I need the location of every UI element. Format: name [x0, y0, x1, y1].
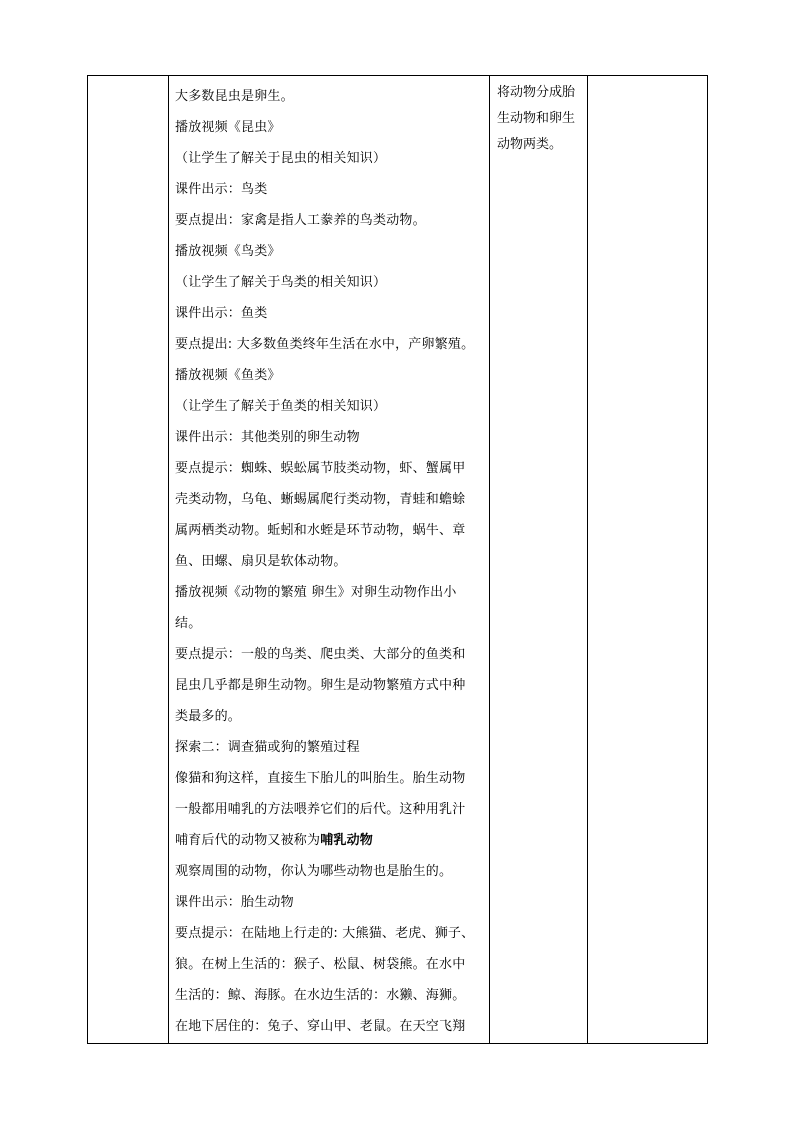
content-line: 狼。在树上生活的：猴子、松鼠、树袋熊。在水中: [175, 957, 466, 972]
table-row: [88, 76, 708, 1044]
empty-left-cell: [88, 76, 169, 1044]
content-line: 探索二：调查猫或狗的繁殖过程: [175, 740, 360, 755]
content-line: （让学生了解关于鸟类的相关知识）: [175, 275, 387, 290]
content-line: （让学生了解关于鱼类的相关知识）: [175, 399, 387, 414]
content-line: 课件出示：鱼类: [175, 306, 268, 321]
teaching-content-cell: [169, 76, 490, 1044]
content-line: 像猫和狗这样，直接生下胎儿的叫胎生。胎生动物: [175, 771, 466, 786]
content-line: 要点提出：家禽是指人工豢养的鸟类动物。: [175, 213, 426, 228]
content-line: （让学生了解关于昆虫的相关知识）: [175, 151, 387, 166]
teaching-content: [169, 76, 489, 1042]
design-intent-text: 将动物分成胎生动物和卵生动物两类。: [497, 85, 576, 152]
content-line: 要点提示：在陆地上行走的: 大熊猫、老虎、狮子、: [175, 926, 475, 941]
content-line: 课件出示：胎生动物: [175, 895, 294, 910]
content-line: 观察周围的动物，你认为哪些动物也是胎生的。: [175, 864, 453, 879]
content-line: 课件出示：其他类别的卵生动物: [175, 430, 360, 445]
content-line: 昆虫几乎都是卵生动物。卵生是动物繁殖方式中种: [175, 678, 466, 693]
content-line: 生活的：鲸、海豚。在水边生活的：水獭、海狮。: [175, 988, 466, 1003]
content-line: 鱼、田螺、扇贝是软体动物。: [175, 554, 347, 569]
empty-right-cell: [588, 76, 708, 1044]
content-line-mammal: [175, 825, 484, 856]
design-intent-cell: [490, 76, 588, 1044]
content-line: 播放视频《动物的繁殖 卵生》对卵生动物作出小: [175, 585, 457, 600]
content-line: 在地下居住的：兔子、穿山甲、老鼠。在天空飞翔: [175, 1019, 466, 1034]
content-line: 播放视频《昆虫》: [175, 120, 281, 135]
content-line: 大多数昆虫是卵生。: [175, 89, 294, 104]
content-line: 结。: [175, 616, 202, 631]
content-line: 播放视频《鸟类》: [175, 244, 281, 259]
content-line: 要点提示：蜘蛛、蜈蚣属节肢类动物，虾、蟹属甲: [175, 461, 466, 476]
mammal-term: 哺乳动物: [320, 833, 374, 848]
content-line: 播放视频《鱼类》: [175, 368, 281, 383]
content-line: 类最多的。: [175, 709, 242, 724]
content-line: 要点提出: 大多数鱼类终年生活在水中，产卵繁殖。: [175, 337, 475, 352]
content-line: 一般都用哺乳的方法喂养它们的后代。这种用乳汁: [175, 802, 466, 817]
content-line: 壳类动物，乌龟、蜥蜴属爬行类动物，青蛙和蟾蜍: [175, 492, 466, 507]
content-line: 属两栖类动物。蚯蚓和水蛭是环节动物，蜗牛、章: [175, 523, 466, 538]
content-line: 要点提示：一般的鸟类、爬虫类、大部分的鱼类和: [175, 647, 466, 662]
mammal-line-text: 哺育后代的动物又被称为: [175, 833, 321, 848]
lesson-table: [87, 75, 708, 1044]
content-line: 课件出示：鸟类: [175, 182, 268, 197]
